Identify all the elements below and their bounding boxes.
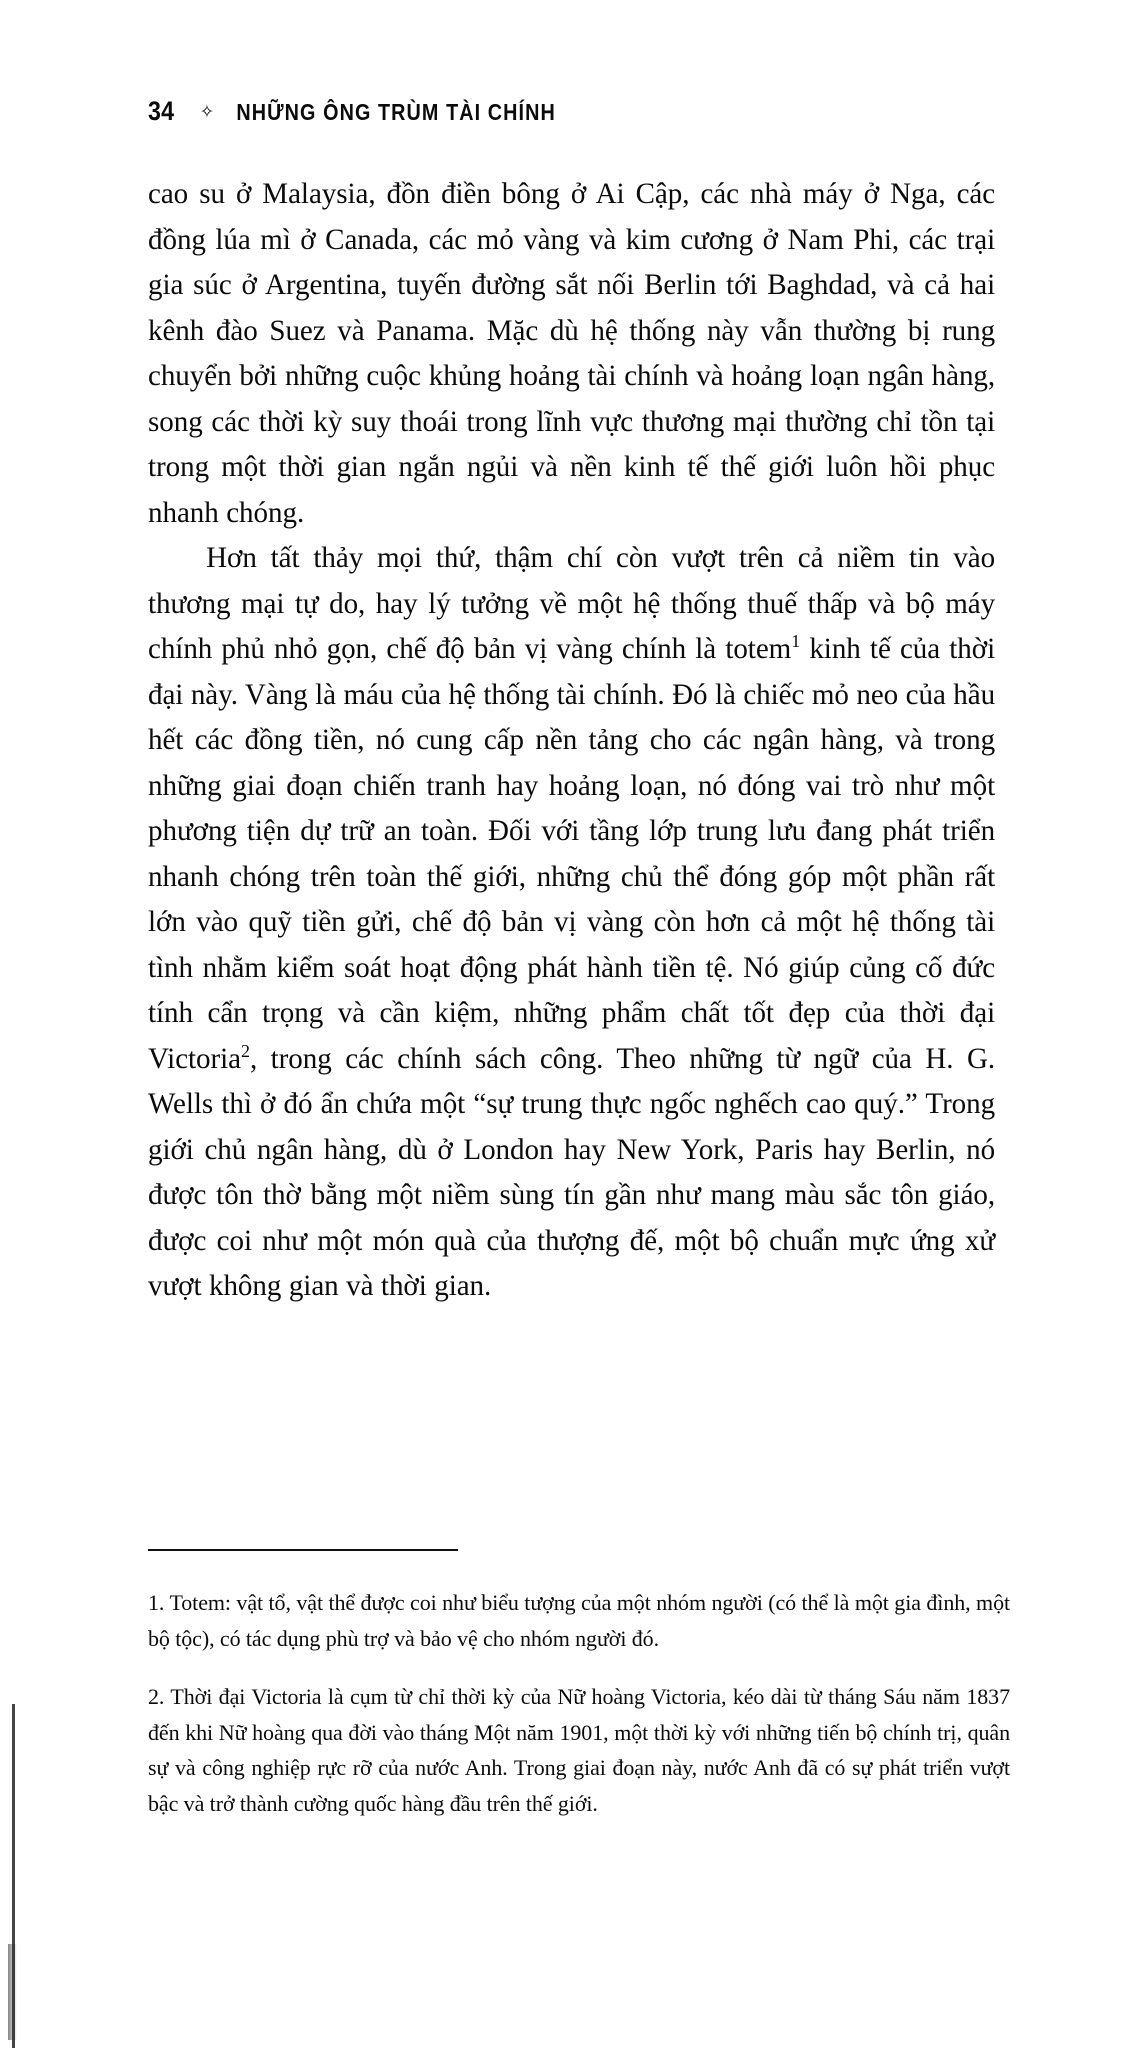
footnote-marker-1[interactable]: 1 [791, 631, 801, 652]
footnote-separator-rule [148, 1549, 458, 1551]
footnote-marker-2[interactable]: 2 [241, 1040, 250, 1061]
diamond-ornament-icon: ✧ [200, 102, 215, 123]
footnote-2-number: 2. [148, 1684, 165, 1709]
paragraph-2-segment-1: Hơn tất thảy mọi thứ, thậm chí còn vượt trên cả niềm tin vào thương mại tự do, hay lý tưởng về một hệ thống thuế thấp và bộ máy chính phủ nhỏ gọn, chế độ bản vị vàng chính là totem [148, 542, 996, 665]
paragraph-1: cao su ở Malaysia, đồn điền bông ở Ai Cập, các nhà máy ở Nga, các đồng lúa mì ở Canada, các mỏ vàng và kim cương ở Nam Phi, các trại gia súc ở Argentina, tuyến đường sắt nối Berlin tới Baghdad, và cả hai kênh đào Suez và Panama. Mặc dù hệ thống này vẫn thường bị rung chuyển bởi những cuộc khủng hoảng tài chính và hoảng loạn ngân hàng, song các thời kỳ suy thoái trong lĩnh vực thương mại thường chỉ tồn tại trong một thời gian ngắn ngủi và nền kinh tế thế giới luôn hồi phục nhanh chóng. [148, 178, 996, 529]
body-text-block [148, 172, 1008, 1310]
binding-smudge-artifact [8, 1944, 17, 2040]
paragraph-2 [148, 536, 995, 1310]
footnote-2-text: Thời đại Victoria là cụm từ chỉ thời kỳ của Nữ hoàng Victoria, kéo dài từ tháng Sáu năm 1837 đến khi Nữ hoàng qua đời vào tháng Một năm 1901, một thời kỳ với những tiến bộ chính trị, quân sự và công nghiệp rực rỡ của nước Anh. Trong giai đoạn này, nước Anh đã có sự phát triển vượt bậc và trở thành cường quốc hàng đầu trên thế giới. [148, 1684, 1010, 1816]
footnote-1-number: 1. [148, 1590, 165, 1615]
paragraph-2-segment-3: , trong các chính sách công. Theo những từ ngữ của H. G. Wells thì ở đó ẩn chứa một “sự trung thực ngốc nghếch cao quý.” Trong giới chủ ngân hàng, dù ở London hay New York, Paris hay Berlin, nó được tôn thờ bằng một niềm sùng tín gần như mang màu sắc tôn giáo, được coi như một món quà của thượng đế, một bộ chuẩn mực ứng xử vượt không gian và thời gian. [148, 1042, 996, 1302]
paragraph-2-segment-2: kinh tế của thời đại này. Vàng là máu của hệ thống tài chính. Đó là chiếc mỏ neo của hầu hết các đồng tiền, nó cung cấp nền tảng cho các ngân hàng, và trong những giai đoạn chiến tranh hay hoảng loạn, nó đóng vai trò như một phương tiện dự trữ an toàn. Đối với tầng lớp trung lưu đang phát triển nhanh chóng trên toàn thế giới, những chủ thể đóng góp một phần rất lớn vào quỹ tiền gửi, chế độ bản vị vàng còn hơn cả một hệ thống tài tình nhằm kiểm soát hoạt động phát hành tiền tệ. Nó giúp củng cố đức tính cẩn trọng và cần kiệm, những phẩm chất tốt đẹp của thời đại Victoria [148, 633, 996, 1075]
footnote-1-text: Totem: vật tổ, vật thể được coi như biểu tượng của một nhóm người (có thể là một gia đình, một bộ tộc), có tác dụng phù trợ và bảo vệ cho nhóm người đó. [148, 1590, 1011, 1651]
footnote-1 [148, 1585, 1010, 1656]
page-number: 34 [148, 96, 175, 126]
footnotes-block [148, 1585, 1010, 1821]
running-title: NHỮNG ÔNG TRÙM TÀI CHÍNH [236, 99, 556, 125]
running-head [148, 96, 556, 127]
footnote-2 [148, 1679, 1010, 1821]
